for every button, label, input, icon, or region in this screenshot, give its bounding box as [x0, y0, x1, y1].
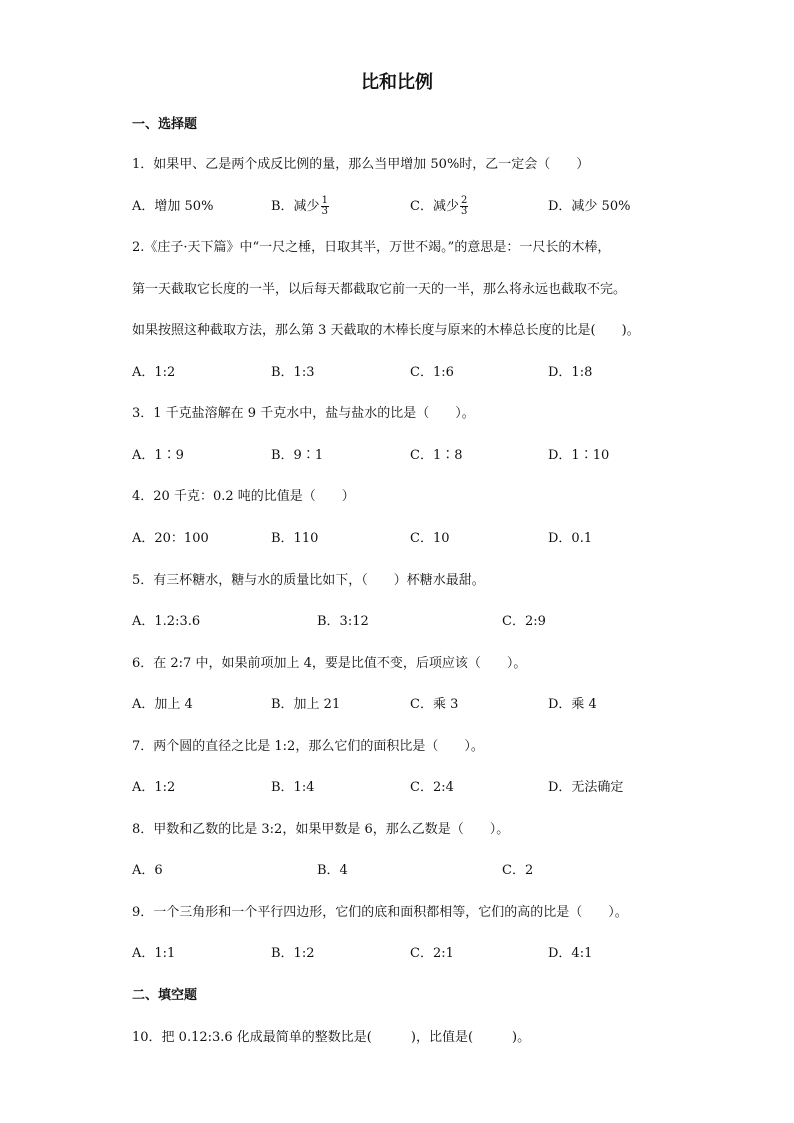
- question-2-line-1: 2.《庄子·天下篇》中“一尺之棰，日取其半，万世不竭。”的意思是：一尺长的木棒，: [132, 240, 611, 255]
- question-1-option-b[interactable]: [271, 192, 329, 222]
- fraction-two-thirds: [460, 196, 468, 217]
- question-3-option-d[interactable]: D．1∶10: [548, 448, 610, 463]
- question-2-line-3: 如果按照这种截取方法，那么第 3 天截取的木棒长度与原来的木棒总长度的比是( )。: [132, 323, 640, 338]
- question-2-option-c[interactable]: C．1:6: [410, 365, 454, 380]
- question-2-option-a[interactable]: A．1:2: [132, 365, 176, 380]
- question-3-stem: 3．1 千克盐溶解在 9 千克水中，盐与盐水的比是（ ）。: [132, 406, 475, 421]
- question-4-stem: 4．20 千克：0.2 吨的比值是（ ）: [132, 489, 355, 504]
- question-7-stem: 7．两个圆的直径之比是 1:2，那么它们的面积比是（ ）。: [132, 739, 484, 754]
- question-9-option-c[interactable]: C．2:1: [410, 946, 454, 961]
- question-6-option-b[interactable]: B．加上 21: [271, 697, 341, 712]
- question-4-option-d[interactable]: D．0.1: [548, 531, 593, 546]
- question-5-option-c[interactable]: C．2:9: [502, 614, 546, 629]
- option-c-prefix: C．减少: [410, 199, 459, 214]
- fraction-denominator: 3: [321, 206, 328, 217]
- question-6-option-c[interactable]: C．乘 3: [410, 697, 459, 712]
- fraction-numerator: 2: [460, 195, 468, 206]
- section-heading-choice: 一、选择题: [132, 117, 198, 132]
- question-1-option-c[interactable]: [410, 192, 468, 222]
- question-2-option-b[interactable]: B．1:3: [271, 365, 315, 380]
- question-8-option-b[interactable]: B．4: [317, 863, 348, 878]
- question-9-option-a[interactable]: A．1:1: [132, 946, 176, 961]
- question-2-line-2: 第一天截取它长度的一半，以后每天都截取它前一天的一半，那么将永远也截取不完。: [132, 282, 627, 297]
- question-10-stem: 10．把 0.12:3.6 化成最简单的整数比是( )，比值是( )。: [132, 1030, 531, 1045]
- question-8-option-c[interactable]: C．2: [502, 863, 534, 878]
- question-1-stem: 1．如果甲、乙是两个成反比例的量，那么当甲增加 50%时，乙一定会（ ）: [132, 157, 590, 172]
- question-8-stem: 8．甲数和乙数的比是 3:2，如果甲数是 6，那么乙数是（ ）。: [132, 822, 510, 837]
- section-heading-fill: 二、填空题: [132, 988, 198, 1003]
- question-3-option-c[interactable]: C．1∶8: [410, 448, 463, 463]
- question-4-option-b[interactable]: B．110: [271, 531, 319, 546]
- question-7-option-b[interactable]: B．1:4: [271, 780, 315, 795]
- question-5-stem: 5．有三杯糖水，糖与水的质量比如下，（ ）杯糖水最甜。: [132, 573, 485, 588]
- question-4-option-c[interactable]: C．10: [410, 531, 450, 546]
- question-6-option-d[interactable]: D．乘 4: [548, 697, 597, 712]
- question-9-option-b[interactable]: B．1:2: [271, 946, 315, 961]
- fraction-numerator: 1: [321, 195, 328, 206]
- question-3-option-a[interactable]: A．1∶9: [132, 448, 184, 463]
- fraction-one-third: [321, 196, 329, 217]
- question-7-option-c[interactable]: C．2:4: [410, 780, 454, 795]
- question-2-option-d[interactable]: D．1:8: [548, 365, 593, 380]
- question-6-option-a[interactable]: A．加上 4: [132, 697, 193, 712]
- option-b-prefix: B．减少: [271, 199, 320, 214]
- page-title: 比和比例: [361, 72, 433, 93]
- question-3-option-b[interactable]: B．9∶1: [271, 448, 324, 463]
- question-4-option-a[interactable]: A．20：100: [132, 531, 209, 546]
- question-6-stem: 6．在 2:7 中，如果前项加上 4，要是比值不变，后项应该（ ）。: [132, 656, 527, 671]
- fraction-denominator: 3: [460, 206, 468, 217]
- question-5-option-a[interactable]: A．1.2:3.6: [132, 614, 201, 629]
- question-7-option-d[interactable]: D．无法确定: [548, 780, 624, 795]
- question-1-option-a[interactable]: A．增加 50%: [132, 199, 214, 214]
- question-5-option-b[interactable]: B．3:12: [317, 614, 369, 629]
- question-9-stem: 9．一个三角形和一个平行四边形，它们的底和面积都相等，它们的高的比是（ ）。: [132, 905, 628, 920]
- question-1-option-d[interactable]: D．减少 50%: [548, 199, 631, 214]
- question-9-option-d[interactable]: D．4:1: [548, 946, 593, 961]
- question-8-option-a[interactable]: A．6: [132, 863, 163, 878]
- question-7-option-a[interactable]: A．1:2: [132, 780, 176, 795]
